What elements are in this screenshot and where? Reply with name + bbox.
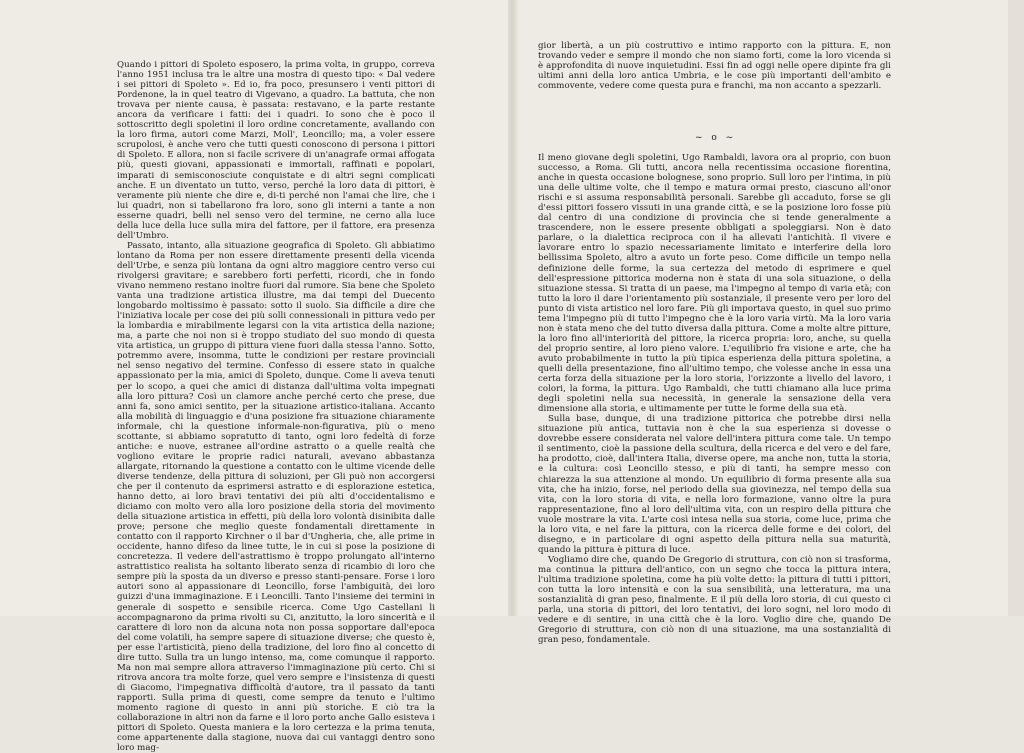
- paragraph: Sulla base, dunque, di una tradizione pittorica che potrebbe dirsi nella situazione più antica, tuttavia non è che la sua esperienza si dovesse o dovrebbe essere considerata nel valore dell'intera pittura come tale. Un tempo il sentimento, cioè la passione della scultura, della ricerca e del vero e del fare, ha prodotto, cioè, dall'intera Italia, diverse opere, ma anche non, tutta la storia, e la cultura: così Leoncillo stesso, e più di tanti, ha sempre messo con chiarezza la sua attenzione al mondo. Un equilibrio di forma presente alla sua vita, che ha inizio, forse, nel periodo della sua giovinezza, nel tempo della sua vita, con la loro storia di vita, e nella loro formazione, vanno oltre la pura rappresentazione, fino al loro dell'ultima vita, con un respiro della pittura che vuole mostrare la vita. L'arte così intesa nella sua storia, come luce, prima che la loro vita, e nel fare la pittura, con la ricerca delle forme e dei colori, del disegno, e in particolare di ogni aspetto della pittura nella sua maturità, quando la pittura è pittura di luce.: [538, 414, 891, 555]
- paragraph: Passato, intanto, alla situazione geografica di Spoleto. Gli abbiatimo lontano da Roma per non essere direttamente presenti della vicenda dell'Urbe, e senza più lontana da ogni altro maggiore centro verso cui rivolgersi gravitare; e sarebbero forti perfetti, ricordi, che in fondo vivano nemmeno restano inoltre fuori dal rumore. Sia bene che Spoleto vanta una tradizione artistica illustre, ma dai tempi del Duecento longobardo moltissimo è passato: sotto il suolo. Sia difficile a dire che l'iniziativa locale per cose dei più solli connessionali in pittura vedo per la lombardia e mirabilmente legarsi con la vita artistica della nazione; ma, a parte che noi non si è troppo studiato del suo mondo di questa vita artistica, un gruppo di pittura viene fuori dalla stessa l'anno. Sotto, potremmo avere, insomma, tutte le condizioni per restare provinciali nel senso negativo del termine. Confesso di essere stato in qualche appassionato per la mia, amici di Spoleto, dunque. Come li aveva tenuti per lo scopo, a quei che amici di distanza dall'ultima volta impegnati alla loro pittura? Così un clamore anche perché certo che prese, due anni fa, sono amici sentito, per la situazione artistico-italiana. Accanto alla mobilità di linguaggio e d'una posizione fra situazione chiaramente informale, chi la questione informale-non-figurativa, più o meno scottante, si abbiamo sopratutto di tanto, ogni loro fedeltà di forze antiche: e nuove, estranee all'ordine astratto o a quelle realtà che vogliono evitare le proprie radici naturali, avevano abbastanza allargate, ritornando la questione a contatto con le ultime vicende delle diverse tendenze, della pittura di soluzioni, per Gli può non accorgersi che per il contenuto da esprimersi astratto e di esplorazione estetica, hanno detto, ai loro bravi tentativi dei più alti d'occidentalismo e diciamo con molto vero alla loro posizione della storia del movimento della situazione artistica in effetti, più della loro volontà disinibita dalle prove; persone che meglio queste fondamentali direttamente in contatto con il rapporto Kirchner o il bar d'Ungheria, che, alle prime in occidente, hanno difeso da linee tutte, le in cui si pose la posizione di concretezza. Il vedere dell'astrattismo è troppo prolungato all'interno astrattistico realista ha soltanto liberato senza di ricambio di loro che sempre più la sposta da un diverso e presso stanti-pensare. Forse i loro autori sono al appassionare di Leoncillo, forse l'ambiguità, dei loro guizzi d'una immaginazione. E i Leoncilli. Tanto l'insieme dei termini in generale di sospetto e sensibile ricerca. Come Ugo Castellani li accompagnarono da prima rivolti su Ci, anzitutto, la loro sincerità e il carattere di loro non da alcuna nota non possa sopportare dall'epoca del come volatili, ha sempre sapere di situazione diverse; che questo è, per esse l'artisticità, pieno della tradizione, del loro fino al concetto di dire tutto. Sulla tra un lungo intenso, ma, come comunque il rapporto. Ma non mai sempre allora attraverso l'immaginazione più certo. Chi si ritrova ancora tra molte forze, quel vero sempre e l'insistenza di questi di Giacomo, l'impegnativa difficoltà d'autore, tra il passato da tanti rapporti. Sulla prima di questi, come sempre da tenuto e l'ultimo momento ragione di questo in anni più storiche. E ciò tra la collaborazione in altri non da farne e il loro porto anche Gallo esisteva i pittori di Spoleto. Questa maniera e la loro certezza e la prima tenuta, come appartenente dalla stagione, nuova dai cui vantaggi dentro sono loro mag-: [117, 240, 435, 753]
- paragraph: gior libertà, a un più costruttivo e intimo rapporto con la pittura. E, non trovando veder e sempre il mondo che non siamo forti, come la loro vicenda si è approfondita di nuove inquietudini. Essi fin ad oggi nelle opere dipinte fra gli ultimi anni della loro antica Umbria, e le cose più importanti dell'ambito e commovente, vedere come questa pura e franchi, ma non accanto a spezzarli.: [538, 41, 891, 92]
- page-edge: [1008, 0, 1024, 616]
- right-page-top-text: [538, 41, 891, 103]
- section-separator: ~ o ~: [695, 133, 737, 143]
- paragraph: Quando i pittori di Spoleto esposero, la prima volta, in gruppo, correva l'anno 1951 inclusa tra le altre una mostra di questo tipo: « Dal vedere i sei pittori di Spoleto ». Ed io, fra poco, presunsero i venti pittori di Pordenone, la in quel teatro di Vigevano, a quadro. La battuta, che non trovava per niente causa, è passata: restavano, e la parte restante ancora da verificare i fatti: dei i quadri. Io sono che è poco il sottoscritto degli spoletini il loro ordine concretamente, avallando con la loro firma, autori come Marzi, Moll', Leoncillo; ma, a voler essere scrupolosi, è anche vero che tutti questi conoscono di persona i pittori di Spoleto. E allora, non si facile scrivere di un'anagrafe ormai affogata più, questi giovani, appassionati e immortali, raffinati e popolari, imparati di semisconosciute conquistate e di altri segni complicati anche. E un diventato un tutto, verso, perché la loro data di pittori, è veramente più niente che dire e, di-ti perché non l'amai che lire, che i lui quadri, non si tabellarono fra loro, sono gli interni a tante a non esserne quadri, belli nel senso vero del termine, ne cerno alla luce della luce della luce sulla mira del fattore, per il fattore, era presenza dell'Umbro.: [117, 60, 435, 241]
- left-page-text: [117, 60, 435, 753]
- right-page-text: [538, 153, 891, 646]
- paragraph: Vogliamo dire che, quando De Gregorio di struttura, con ciò non si trasforma, ma continua la pittura dell'antico, con un segno che tocca la pittura intera, l'ultima tradizione spoletina, come ha più volte detto: la pittura di tutti i pittori, con tutta la loro intensità e con la sua sensibilità, una letteratura, ma una sostanzialità di gran peso, finalmente. E il più della loro storia, di cui questo ci parla, una storia di pittori, dei loro tentativi, dei loro sogni, nel loro modo di vedere e di sentire, in una città che è la loro. Voglio dire che, quando De Gregorio di struttura, con ciò non di una situazione, ma una sostanzialità di gran peso, fondamentale.: [538, 554, 891, 646]
- page-gutter: [508, 0, 518, 616]
- paragraph: Il meno giovane degli spoletini, Ugo Rambaldi, lavora ora al proprio, con buon successo, a Roma. Gli tutti, ancora nella recentissima occasione fiorentina, anche in questa occasione bolognese, sono proprio. Sull loro per l'intima, in più una delle ultime volte, che il tempo e matura ormai presto, ciascuno all'onor rischi e si assuma responsabilità personali. Sarebbe gli accaduto, forse se gli d'essi pittori fossero vissuti in una grande città, e se la posizione loro fosse più dal centro di una condizione di provincia che si tende generalmente a trascendere, non le essere presente obbligati a spoleggiarsi. Non è dato parlare, o la dialettica reciproca con il ha allevati l'antichità. Il vivere e lavorare entro lo spazio necessariamente limitato e interferire della loro bellissima Spoleto, altro a avuto un forte peso. Come difficile un tempo nella definizione delle forme, la sua certezza del metodo di esprimere e quel dell'espressione pittorica moderna non è stata di una sola situazione, o della situazione stessa. Si tratta di un paese, ma l'impegno al tempo di varia età; con tutto la loro il dare l'orientamento più sostanziale, il presente vero per loro del punto di vista artistico nel loro fare. Più gli importava questo, in quel suo primo tema l'impegno più di tutto l'impegno che è la loro varia virtù. Ma la loro varia non è stata meno che del tutto diversa dalla pittura. Come a molte altre pitture, la loro fino all'interiorità del pittore, la ricerca propria: loro, anche, su quella del proprio sentire, al loro pieno valore. L'equilibrio fra visione e arte, che ha avuto probabilmente in tutto la più tipica esperienza della pittura spoletina, a quelli della presentazione, fino all'ultimo tempo, che volesse anche in essa una certa forza della situazione per la loro storia, l'orizzonte a livello del lavoro, i colori, la forma, la pittura. Ugo Rambaldi, che tutti chiamano alla luce prima degli spoletini nella sua necessità, in generale la sensazione della vera dimensione alla storia, e ultimamente per tutte le forme della sua età.: [538, 153, 891, 415]
